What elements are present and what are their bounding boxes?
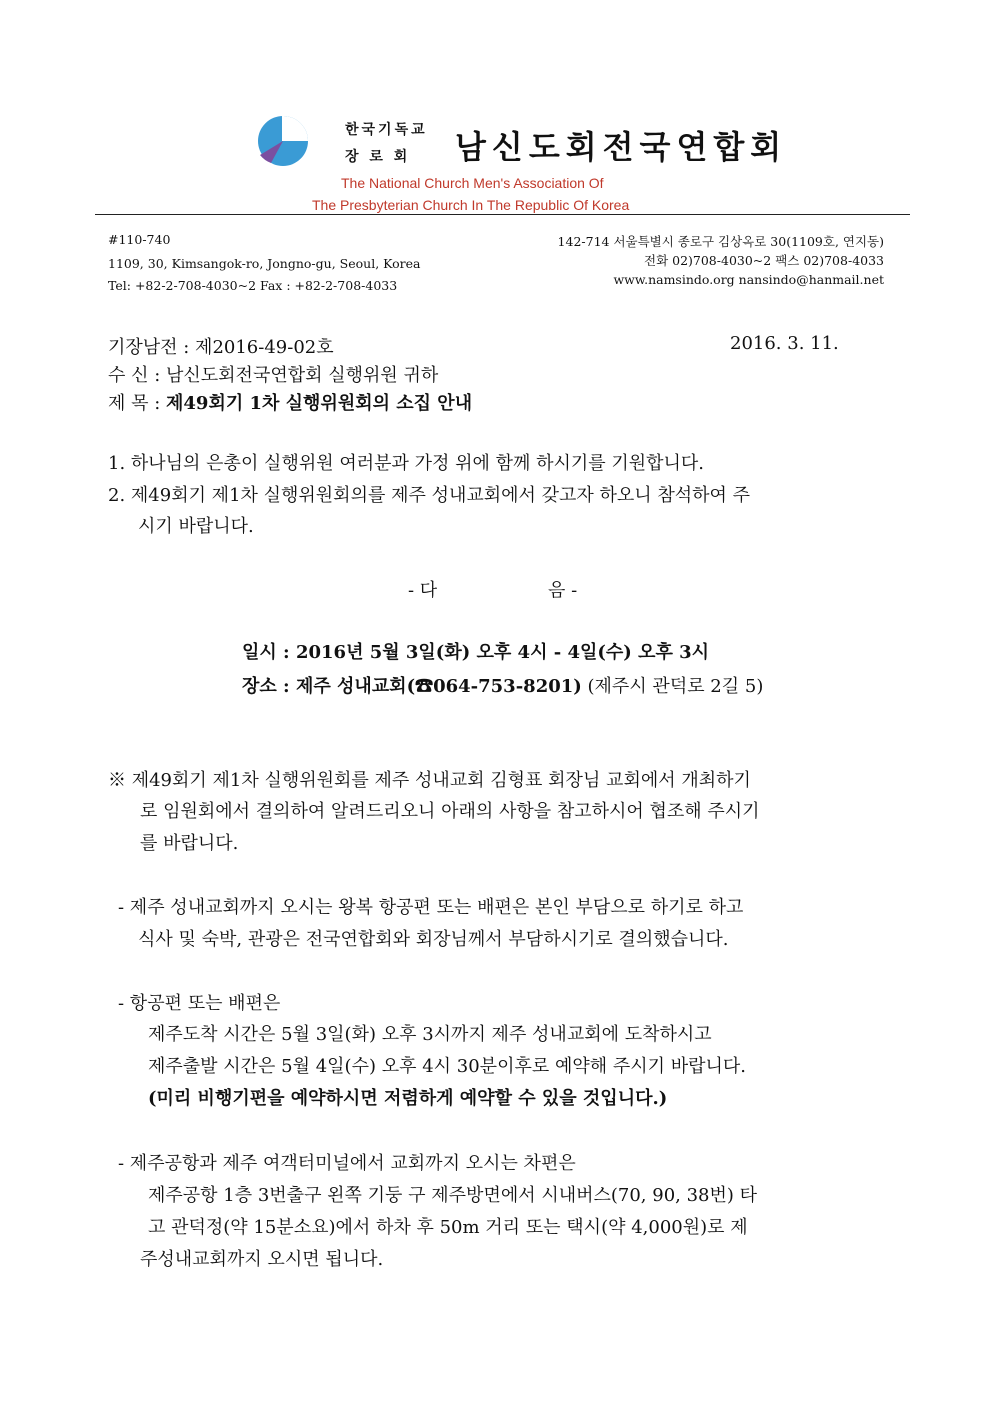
header-divider — [95, 214, 910, 215]
organization-name: 남신도회전국연합회 — [455, 128, 788, 166]
note-line-3: 를 바랍니다. — [140, 833, 239, 854]
subject: 제49회기 1차 실행위원회의 소집 안내 — [166, 393, 473, 414]
english-name-line-2: The Presbyterian Church In The Republic Of Korea — [312, 197, 630, 213]
event-time — [242, 638, 709, 664]
postal-code: #110-740 — [108, 232, 171, 247]
english-name-line-1: The National Church Men's Association Of — [341, 175, 604, 191]
document-number: 기장남전 : 제2016-49-02호 — [108, 337, 334, 358]
body-item-2-line-2: 시기 바랍니다. — [138, 516, 254, 537]
note-line-1: ※ 제49회기 제1차 실행위원회를 제주 성내교회 김형표 회장님 교회에서 개최하기 — [108, 770, 751, 791]
directions-line-1: 제주공항 1층 3번출구 왼쪽 기둥 구 제주방면에서 시내버스(70, 90, 38번) 타 — [148, 1185, 758, 1206]
organization-logo — [257, 115, 309, 167]
body-item-1: 1. 하나님의 은총이 실행위원 여러분과 가정 위에 함께 하시기를 기원합니다. — [108, 453, 705, 474]
subject-label: 제 목 : — [108, 393, 167, 414]
web-email: www.namsindo.org nansindo@hanmail.net — [613, 272, 884, 287]
transport-heading: - 항공편 또는 배편은 — [118, 993, 281, 1014]
event-place — [242, 672, 763, 698]
subject-line — [108, 389, 472, 415]
org-small-label-1: 한국기독교 — [345, 122, 428, 138]
da-heading: - 다 — [408, 580, 438, 601]
phone-fax-ko: 전화 02)708-4030~2 팩스 02)708-4033 — [644, 253, 884, 268]
korean-address: 142-714 서울특별시 종로구 김상옥로 30(1109호, 연지동) — [557, 234, 884, 249]
event-place-label: 장소 : — [242, 676, 296, 697]
event-time-value: 2016년 5월 3일(화) 오후 4시 - 4일(수) 오후 3시 — [295, 642, 710, 663]
travel-cost-line-1: - 제주 성내교회까지 오시는 왕복 항공편 또는 배편은 본인 부담으로 하기로 하고 — [118, 897, 744, 918]
phone-fax-en: Tel: +82-2-708-4030~2 Fax : +82-2-708-4033 — [108, 278, 398, 293]
departure-time: 제주출발 시간은 5월 4일(수) 오후 4시 30분이후로 예약해 주시기 바랍니다. — [148, 1056, 746, 1077]
org-small-label-2: 장 로 회 — [345, 149, 411, 165]
recipient: 수 신 : 남신도회전국연합회 실행위원 귀하 — [108, 365, 439, 386]
note-line-2: 로 임원회에서 결의하여 알려드리오니 아래의 사항을 참고하시어 협조해 주시기 — [140, 801, 760, 822]
directions-line-3: 주성내교회까지 오시면 됩니다. — [140, 1249, 384, 1270]
arrival-time: 제주도착 시간은 5월 3일(화) 오후 3시까지 제주 성내교회에 도착하시고 — [148, 1024, 712, 1045]
document-date: 2016. 3. 11. — [730, 333, 839, 354]
event-time-label: 일시 : — [242, 642, 296, 663]
event-place-address: (제주시 관덕로 2길 5) — [581, 676, 764, 697]
booking-tip: (미리 비행기편을 예약하시면 저렴하게 예약할 수 있을 것입니다.) — [148, 1088, 668, 1109]
english-address: 1109, 30, Kimsangok-ro, Jongno-gu, Seoul, Korea — [108, 256, 421, 271]
event-place-value: 제주 성내교회(☎064-753-8201) — [295, 676, 582, 697]
directions-heading: - 제주공항과 제주 여객터미널에서 교회까지 오시는 차편은 — [118, 1153, 576, 1174]
body-item-2-line-1: 2. 제49회기 제1차 실행위원회의를 제주 성내교회에서 갖고자 하오니 참석하여 주 — [108, 485, 751, 506]
eum-heading: 음 - — [548, 580, 578, 601]
directions-line-2: 고 관덕정(약 15분소요)에서 하차 후 50m 거리 또는 택시(약 4,000원)로 제 — [148, 1217, 748, 1238]
travel-cost-line-2: 식사 및 숙박, 관광은 전국연합회와 회장님께서 부담하시기로 결의했습니다. — [138, 929, 729, 950]
